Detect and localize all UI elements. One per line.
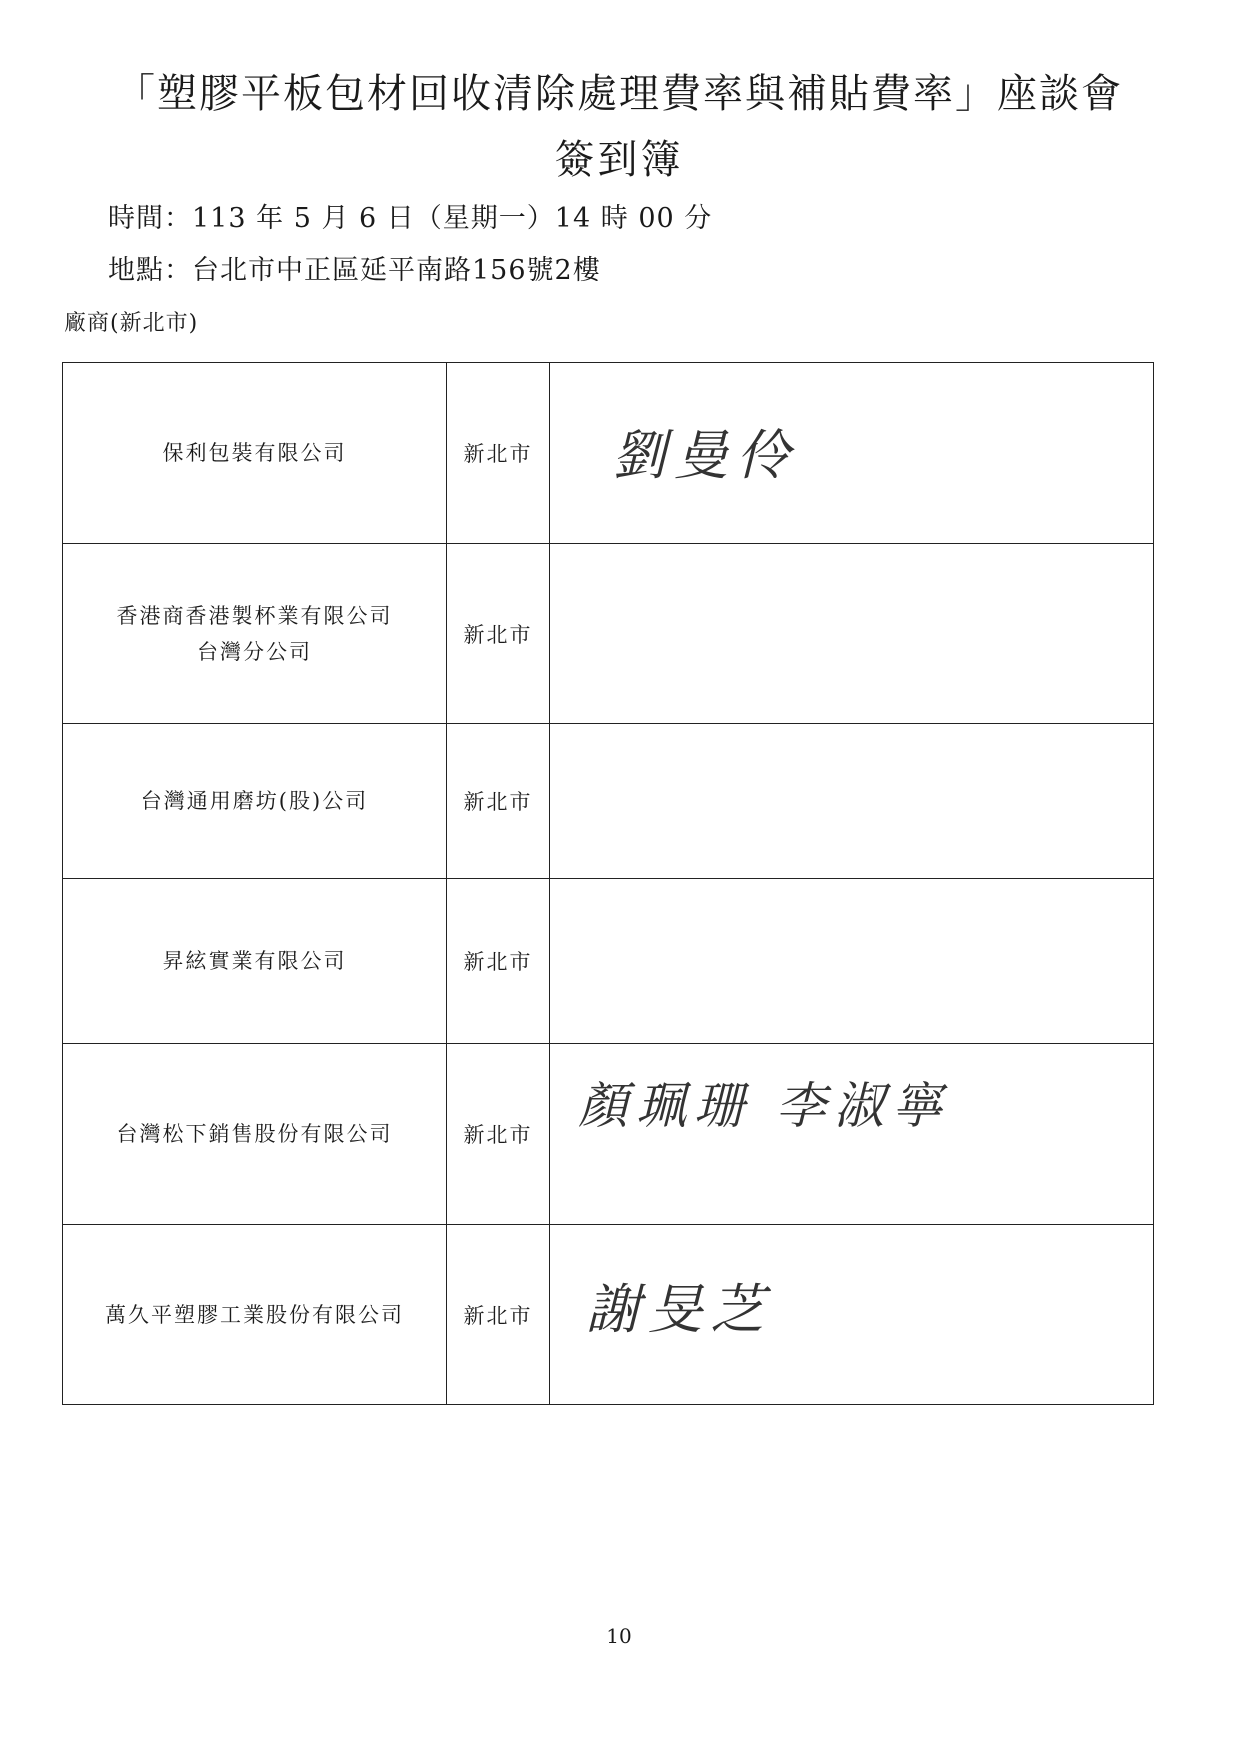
company-name-cell — [63, 1044, 447, 1225]
company-name-line2: 台灣分公司 — [197, 639, 312, 664]
city-cell: 新北市 — [447, 1225, 550, 1405]
document-title: 「塑膠平板包材回收清除處理費率與補貼費率」座談會 — [115, 71, 1123, 117]
table-row — [63, 1225, 1154, 1405]
meeting-time: 時間：113 年 5 月 6 日（星期一）14 時 00 分 — [108, 203, 713, 234]
signature-cell — [550, 879, 1154, 1044]
city-cell: 新北市 — [447, 724, 550, 879]
signature-cell — [550, 724, 1154, 879]
company-name: 台灣松下銷售股份有限公司 — [116, 1122, 393, 1146]
company-name: 昇絃實業有限公司 — [162, 949, 347, 973]
signature-cell — [550, 1044, 1154, 1225]
company-name: 台灣通用磨坊(股)公司 — [140, 789, 369, 813]
table-row — [63, 363, 1154, 544]
meeting-place: 地點：台北市中正區延平南路156號2樓 — [108, 255, 601, 286]
company-name-cell — [63, 363, 447, 544]
handwritten-signature: 顏珮珊 李淑寧 — [578, 1077, 950, 1135]
company-name: 香港商香港製杯業有限公司 — [116, 603, 393, 628]
table-row — [63, 1044, 1154, 1225]
city-cell: 新北市 — [447, 1044, 550, 1225]
city-cell: 新北市 — [447, 363, 550, 544]
company-name: 萬久平塑膠工業股份有限公司 — [105, 1302, 404, 1327]
signature-cell — [550, 544, 1154, 724]
city-cell: 新北市 — [447, 879, 550, 1044]
company-name: 保利包裝有限公司 — [162, 441, 347, 465]
page-number: 10 — [606, 1624, 632, 1648]
signature-cell — [550, 1225, 1154, 1405]
handwritten-signature: 劉曼伶 — [612, 424, 798, 487]
section-label: 廠商(新北市) — [64, 311, 199, 336]
company-name-cell — [63, 879, 447, 1044]
document-subtitle: 簽到簿 — [554, 137, 684, 183]
handwritten-signature: 謝旻芝 — [586, 1278, 772, 1341]
table-row — [63, 544, 1154, 724]
table-row — [63, 724, 1154, 879]
city-cell: 新北市 — [447, 544, 550, 724]
sign-in-table — [62, 362, 1154, 1405]
company-name-cell — [63, 724, 447, 879]
company-name-cell — [63, 544, 447, 724]
company-name-cell — [63, 1225, 447, 1405]
signature-cell — [550, 363, 1154, 544]
table-row — [63, 879, 1154, 1044]
